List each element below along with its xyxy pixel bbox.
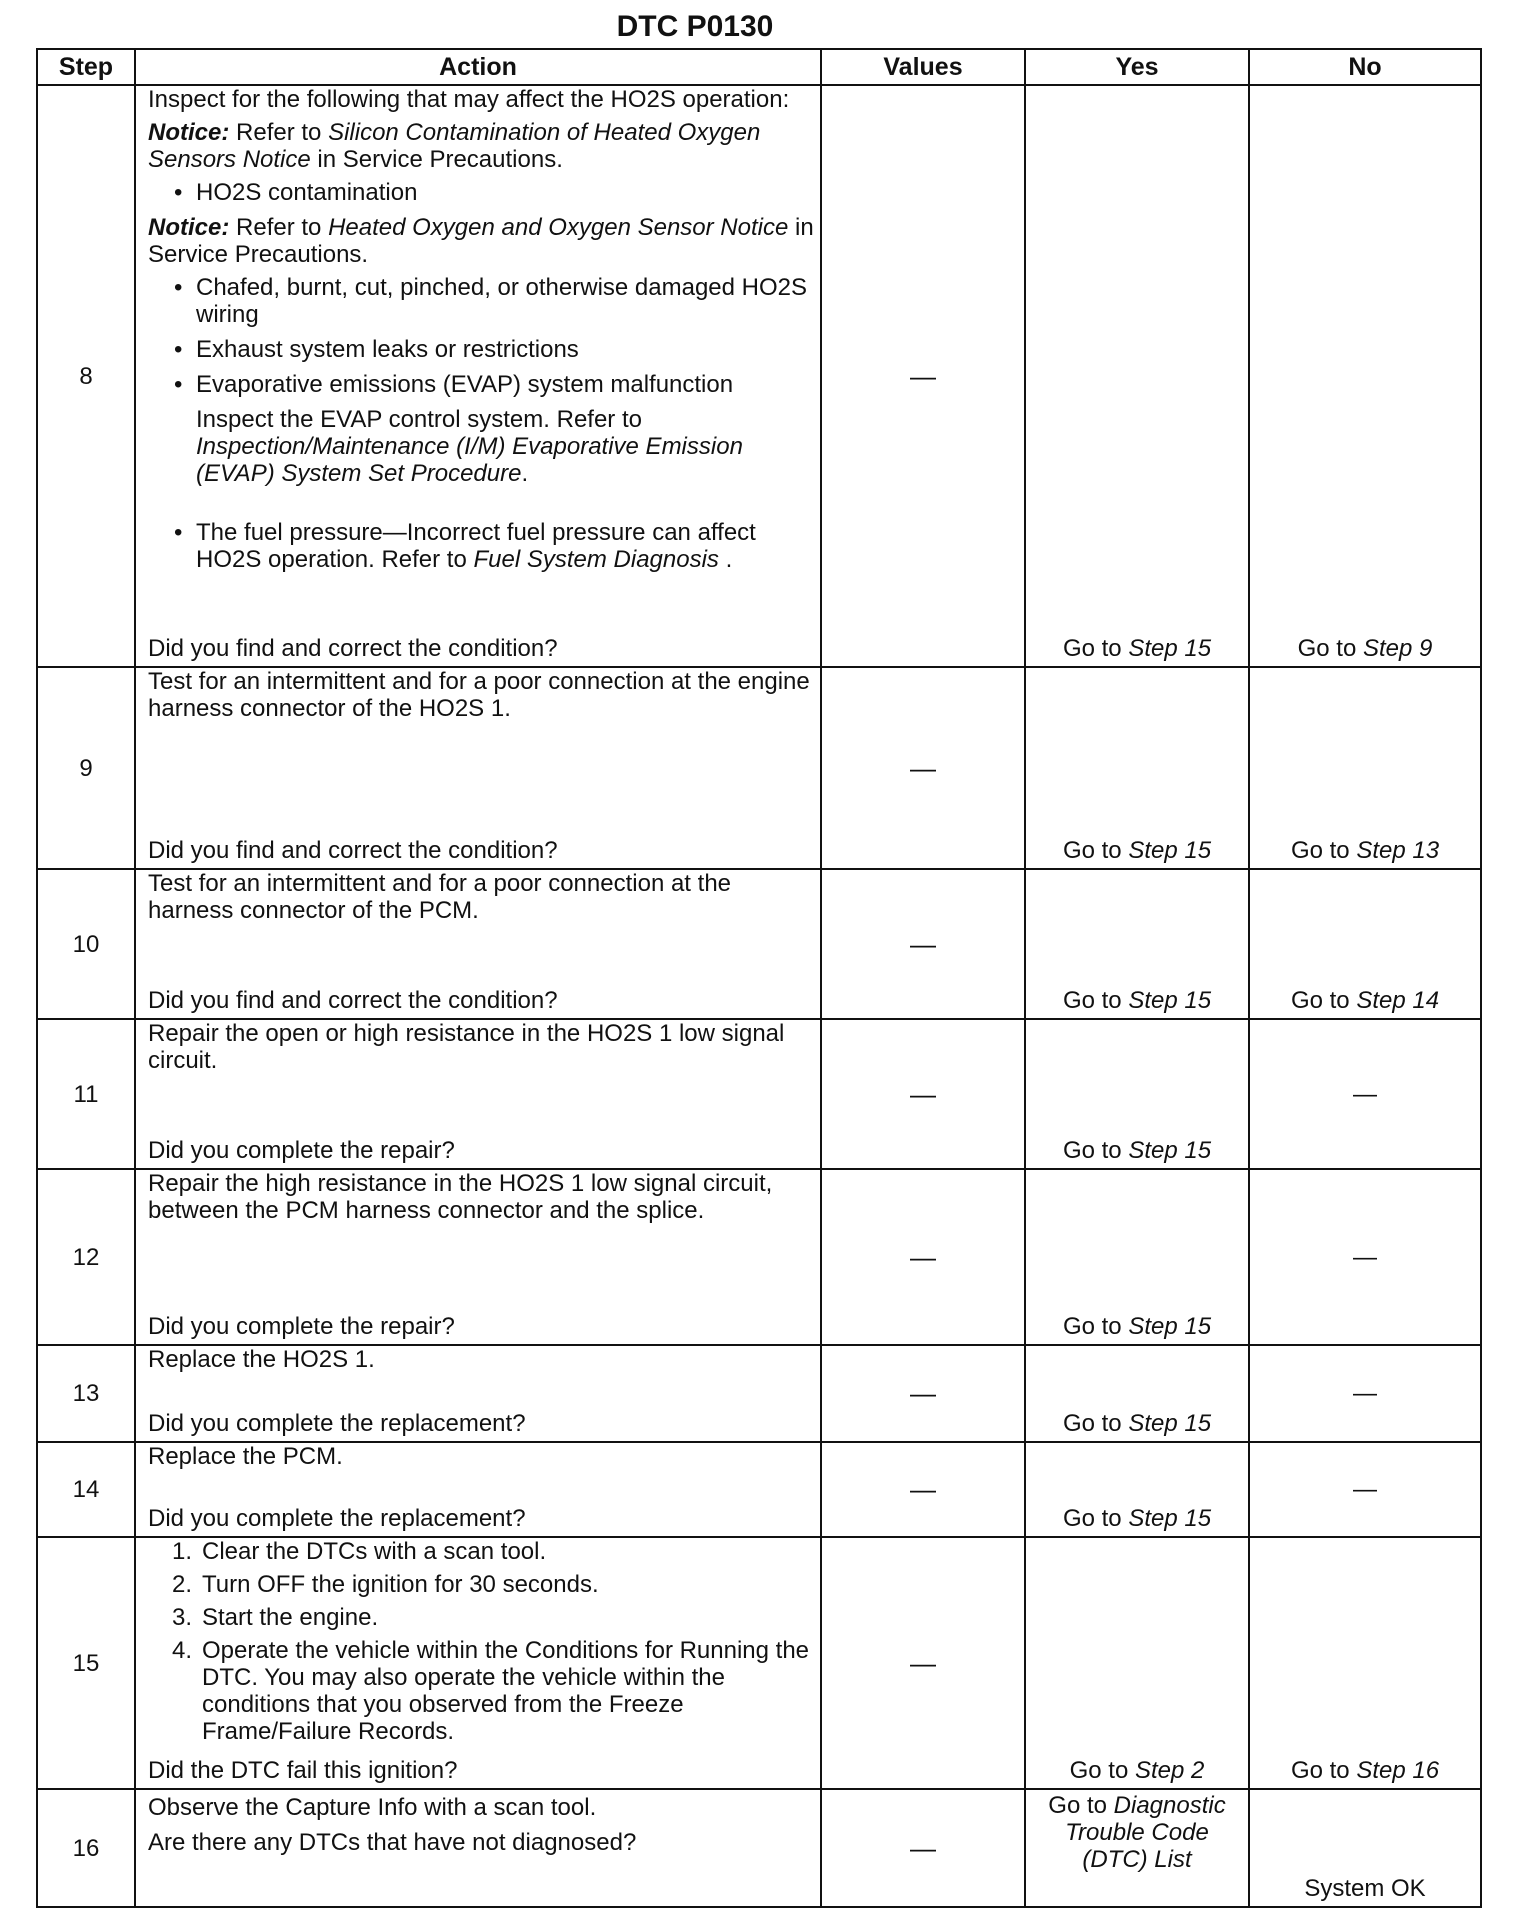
step-number: 12	[37, 1169, 135, 1345]
step-link[interactable]: Step 15	[1128, 635, 1212, 662]
action-text: Repair the open or high resistance in the HO2S 1 low signal circuit.	[148, 1020, 785, 1074]
yes-action: Go to Step 15	[1025, 1345, 1249, 1442]
no-dash: —	[1249, 1442, 1481, 1537]
no-action: Go to Step 14	[1249, 869, 1481, 1019]
diagnostic-table	[36, 48, 1482, 1908]
value-dash: —	[821, 1537, 1025, 1789]
action-cell	[135, 1442, 821, 1537]
header-yes: Yes	[1025, 49, 1249, 85]
action-text: Repair the high resistance in the HO2S 1 low signal circuit, between the PCM harness connector and the splice.	[148, 1170, 773, 1224]
action-cell	[135, 869, 821, 1019]
action-cell	[135, 1345, 821, 1442]
header-step: Step	[37, 49, 135, 85]
action-cell	[135, 85, 821, 667]
list-item: • Chafed, burnt, cut, pinched, or otherwise damaged HO2S wiring	[172, 274, 814, 328]
list-item: • HO2S contamination	[172, 179, 814, 206]
list-item: 3. Start the engine.	[172, 1604, 379, 1631]
step-link[interactable]: Step 9	[1362, 635, 1433, 662]
table-row	[37, 1537, 1481, 1789]
table-row	[37, 869, 1481, 1019]
header-action: Action	[135, 49, 821, 85]
no-result: System OK	[1249, 1789, 1481, 1907]
step-number: 14	[37, 1442, 135, 1537]
value-dash: —	[821, 1019, 1025, 1169]
action-cell	[135, 1019, 821, 1169]
question-text: Did you complete the repair?	[148, 1137, 455, 1164]
value-dash: —	[821, 667, 1025, 869]
table-row	[37, 85, 1481, 667]
table-row	[37, 1169, 1481, 1345]
question-text: Did you complete the replacement?	[148, 1410, 526, 1437]
question-text: Did you complete the replacement?	[148, 1505, 526, 1532]
list-item: 4. Operate the vehicle within the Conditions for Running the DTC. You may also operate the vehicle within the conditions that you observed from the Freeze Frame/Failure Records.	[172, 1637, 810, 1745]
yes-action: Go to Step 2	[1025, 1537, 1249, 1789]
step-link[interactable]: Step 15	[1128, 1137, 1212, 1164]
step-link[interactable]: Step 13	[1356, 837, 1440, 864]
notice-paragraph: Notice: Refer to Heated Oxygen and Oxygen Sensor Notice in Service Precautions.	[148, 214, 814, 268]
step-link[interactable]: Step 14	[1356, 987, 1440, 1014]
action-text: Observe the Capture Info with a scan tool.	[148, 1794, 597, 1821]
value-dash: —	[821, 1442, 1025, 1537]
step-number: 11	[37, 1019, 135, 1169]
question-text: Did you find and correct the condition?	[148, 837, 558, 864]
step-number: 10	[37, 869, 135, 1019]
question-text: Did you complete the repair?	[148, 1313, 455, 1340]
table-row	[37, 1019, 1481, 1169]
step-link[interactable]: Step 15	[1128, 1313, 1212, 1340]
notice-paragraph: Notice: Refer to Silicon Contamination of Heated Oxygen Sensors Notice in Service Precautions.	[148, 119, 761, 173]
action-text: Replace the HO2S 1.	[148, 1346, 375, 1373]
yes-action: Go to Step 15	[1025, 1019, 1249, 1169]
yes-action: Go to Diagnostic Trouble Code (DTC) List	[1025, 1789, 1249, 1907]
no-action: Go to Step 13	[1249, 667, 1481, 869]
step-number: 13	[37, 1345, 135, 1442]
list-item: 2. Turn OFF the ignition for 30 seconds.	[172, 1571, 599, 1598]
step-link[interactable]: Step 16	[1356, 1757, 1440, 1784]
action-cell	[135, 667, 821, 869]
value-dash: —	[821, 85, 1025, 667]
question-text: Are there any DTCs that have not diagnosed?	[148, 1829, 637, 1856]
bullet-list	[148, 179, 814, 206]
action-text: Replace the PCM.	[148, 1443, 343, 1470]
table-row	[37, 667, 1481, 869]
value-dash: —	[821, 1345, 1025, 1442]
yes-action: Go to Step 15	[1025, 1169, 1249, 1345]
list-item: • Exhaust system leaks or restrictions	[172, 336, 814, 363]
action-intro: Inspect for the following that may affect the HO2S operation:	[148, 86, 790, 113]
evap-note: Inspect the EVAP control system. Refer to Inspection/Maintenance (I/M) Evaporative Emission (EVAP) System Set Procedure.	[196, 406, 743, 487]
question-text: Did you find and correct the condition?	[148, 987, 558, 1014]
action-text: Test for an intermittent and for a poor connection at the engine harness connector of the HO2S 1.	[148, 668, 810, 722]
table-row	[37, 1345, 1481, 1442]
action-cell	[135, 1789, 821, 1907]
yes-action: Go to Step 15	[1025, 667, 1249, 869]
no-action: Go to Step 9	[1249, 85, 1481, 667]
table-row	[37, 1442, 1481, 1537]
step-link[interactable]: Step 15	[1128, 1505, 1212, 1532]
header-no: No	[1249, 49, 1481, 85]
step-number: 8	[37, 85, 135, 667]
no-action: Go to Step 16	[1249, 1537, 1481, 1789]
step-link[interactable]: Step 2	[1134, 1757, 1205, 1784]
yes-action: Go to Step 15	[1025, 869, 1249, 1019]
no-dash: —	[1249, 1345, 1481, 1442]
question-text: Did you find and correct the condition?	[148, 635, 558, 662]
action-cell	[135, 1537, 821, 1789]
step-link[interactable]: Step 15	[1128, 837, 1212, 864]
question-text: Did the DTC fail this ignition?	[148, 1757, 458, 1784]
step-link[interactable]: Step 15	[1128, 1410, 1212, 1437]
notice-label: Notice:	[148, 214, 230, 241]
value-dash: —	[821, 1169, 1025, 1345]
step-number: 16	[37, 1789, 135, 1907]
step-link[interactable]: Step 15	[1128, 987, 1212, 1014]
no-dash: —	[1249, 1169, 1481, 1345]
table-header-row	[37, 49, 1481, 85]
bullet-list	[148, 274, 814, 573]
list-item: • Evaporative emissions (EVAP) system malfunction Inspect the EVAP control system. Refer to Inspection/Maintenance (I/M) Evaporative Emission (EVAP) System Set Procedure.	[172, 371, 814, 487]
procedure-list	[148, 1538, 814, 1751]
yes-action: Go to Step 15	[1025, 1442, 1249, 1537]
no-dash: —	[1249, 1019, 1481, 1169]
value-dash: —	[821, 1789, 1025, 1907]
reference-link: Inspection/Maintenance (I/M) Evaporative Emission (EVAP) System Set Procedure	[196, 433, 743, 487]
page-title: DTC P0130	[616, 10, 774, 43]
list-item: • The fuel pressure—Incorrect fuel pressure can affect HO2S operation. Refer to Fuel System Diagnosis .	[172, 519, 814, 573]
list-item: 1. Clear the DTCs with a scan tool.	[172, 1538, 547, 1565]
table-row	[37, 1789, 1481, 1907]
yes-action: Go to Step 15	[1025, 85, 1249, 667]
step-link[interactable]: Diagnostic Trouble Code (DTC) List	[1065, 1792, 1226, 1873]
reference-link: Heated Oxygen and Oxygen Sensor Notice	[328, 214, 789, 241]
action-cell	[135, 1169, 821, 1345]
notice-label: Notice:	[148, 119, 230, 146]
header-values: Values	[821, 49, 1025, 85]
reference-link: Silicon Contamination of Heated Oxygen Sensors Notice	[148, 119, 761, 173]
step-number: 9	[37, 667, 135, 869]
action-text: Test for an intermittent and for a poor connection at the harness connector of the PCM.	[148, 870, 732, 924]
value-dash: —	[821, 869, 1025, 1019]
step-number: 15	[37, 1537, 135, 1789]
reference-link: Fuel System Diagnosis	[473, 546, 719, 573]
